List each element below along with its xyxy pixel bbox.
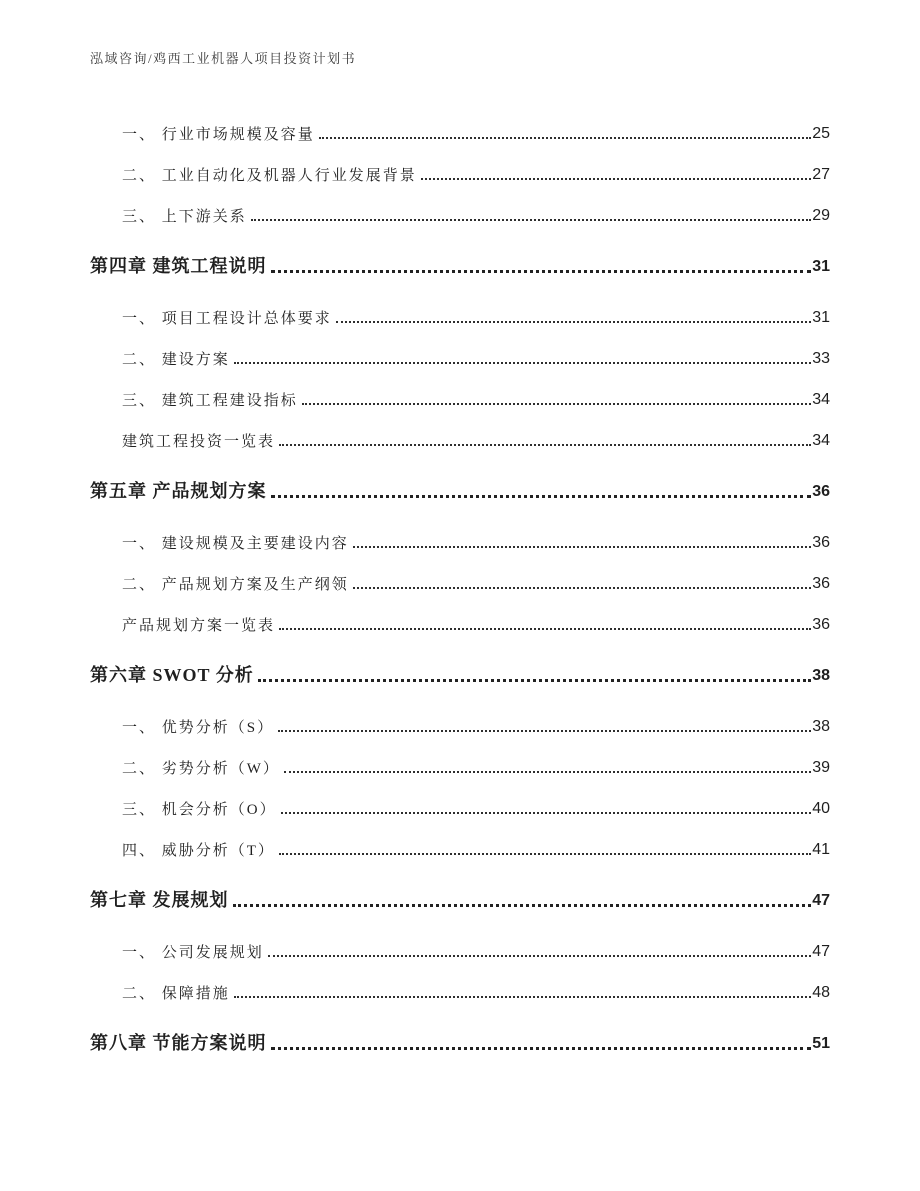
toc-entry-page-number: 38 — [812, 718, 830, 735]
toc-entry[interactable] — [90, 695, 830, 736]
toc-entry-page-number: 40 — [812, 800, 830, 817]
toc-entry-label: 二、 工业自动化及机器人行业发展背景 — [122, 167, 417, 184]
toc-entry[interactable] — [90, 869, 830, 910]
toc-entry[interactable] — [90, 552, 830, 593]
toc-entry[interactable] — [90, 818, 830, 859]
toc-entry[interactable] — [90, 511, 830, 552]
toc-entry-label: 一、 优势分析（S） — [122, 719, 275, 736]
toc-entry-label: 二、 产品规划方案及生产纲领 — [122, 576, 349, 593]
toc-entry-page-number: 34 — [812, 391, 830, 408]
toc-leader-dots — [233, 904, 812, 907]
toc-entry[interactable] — [90, 368, 830, 409]
toc-leader-dots — [271, 1047, 812, 1050]
toc-entry-label: 二、 建设方案 — [122, 351, 230, 368]
toc-leader-dots — [234, 996, 811, 998]
toc-entry-page-number: 36 — [812, 534, 830, 551]
toc-entry[interactable] — [90, 327, 830, 368]
toc-entry[interactable] — [90, 920, 830, 961]
toc-leader-dots — [271, 270, 812, 273]
toc-entry[interactable] — [90, 1012, 830, 1053]
toc-entry[interactable] — [90, 143, 830, 184]
toc-entry-label: 第六章 SWOT 分析 — [90, 665, 254, 686]
toc-entry-page-number: 41 — [812, 841, 830, 858]
toc-leader-dots — [258, 679, 812, 682]
toc-entry-page-number: 38 — [812, 667, 830, 684]
document-header-title: 泓域咨询/鸡西工业机器人项目投资计划书 — [90, 51, 357, 66]
toc-entry-label: 建筑工程投资一览表 — [122, 433, 276, 450]
toc-entry-page-number: 47 — [812, 892, 830, 909]
toc-entry-label: 一、 公司发展规划 — [122, 944, 264, 961]
toc-entry-label: 三、 机会分析（O） — [122, 801, 277, 818]
toc-entry[interactable] — [90, 736, 830, 777]
toc-entry-page-number: 27 — [812, 166, 830, 183]
toc-entry[interactable] — [90, 286, 830, 327]
toc-entry-page-number: 39 — [812, 759, 830, 776]
toc-entry[interactable] — [90, 102, 830, 143]
toc-entry-label: 第四章 建筑工程说明 — [90, 256, 267, 277]
toc-entry-page-number: 47 — [812, 943, 830, 960]
toc-entry-page-number: 36 — [812, 483, 830, 500]
toc-entry-label: 二、 劣势分析（W） — [122, 760, 280, 777]
toc-entry[interactable] — [90, 235, 830, 276]
toc-entry-label: 产品规划方案一览表 — [122, 617, 276, 634]
toc-entry-label: 第七章 发展规划 — [90, 890, 229, 911]
toc-entry[interactable] — [90, 777, 830, 818]
toc-entry-label: 一、 项目工程设计总体要求 — [122, 310, 332, 327]
toc-entry[interactable] — [90, 593, 830, 634]
toc-entry-label: 三、 上下游关系 — [122, 208, 247, 225]
toc-leader-dots — [268, 955, 811, 957]
toc-entry[interactable] — [90, 644, 830, 685]
table-of-contents — [90, 102, 830, 1063]
toc-leader-dots — [234, 362, 811, 364]
toc-leader-dots — [278, 730, 811, 732]
toc-entry-label: 一、 建设规模及主要建设内容 — [122, 535, 349, 552]
toc-entry-page-number: 25 — [812, 125, 830, 142]
toc-entry-label: 第五章 产品规划方案 — [90, 481, 267, 502]
toc-leader-dots — [284, 771, 811, 773]
toc-entry-page-number: 36 — [812, 575, 830, 592]
toc-entry-page-number: 36 — [812, 616, 830, 633]
toc-entry-label: 第八章 节能方案说明 — [90, 1033, 267, 1054]
toc-leader-dots — [271, 495, 812, 498]
toc-leader-dots — [279, 628, 811, 630]
toc-entry[interactable] — [90, 460, 830, 501]
toc-leader-dots — [336, 321, 811, 323]
toc-entry-label: 二、 保障措施 — [122, 985, 230, 1002]
toc-entry-page-number: 34 — [812, 432, 830, 449]
toc-entry-label: 一、 行业市场规模及容量 — [122, 126, 315, 143]
toc-leader-dots — [279, 853, 811, 855]
toc-entry-page-number: 31 — [812, 258, 830, 275]
toc-entry[interactable] — [90, 184, 830, 225]
toc-entry-label: 三、 建筑工程建设指标 — [122, 392, 298, 409]
toc-entry[interactable] — [90, 961, 830, 1002]
toc-entry-page-number: 29 — [812, 207, 830, 224]
toc-leader-dots — [251, 219, 811, 221]
toc-entry[interactable] — [90, 409, 830, 450]
toc-entry-page-number: 51 — [812, 1035, 830, 1052]
toc-entry-page-number: 48 — [812, 984, 830, 1001]
toc-leader-dots — [353, 546, 811, 548]
toc-entry-page-number: 33 — [812, 350, 830, 367]
toc-leader-dots — [421, 178, 811, 180]
toc-leader-dots — [319, 137, 811, 139]
toc-entry-label: 四、 威胁分析（T） — [122, 842, 275, 859]
toc-leader-dots — [302, 403, 811, 405]
toc-entry-page-number: 31 — [812, 309, 830, 326]
toc-leader-dots — [279, 444, 811, 446]
toc-leader-dots — [353, 587, 811, 589]
toc-leader-dots — [281, 812, 812, 814]
